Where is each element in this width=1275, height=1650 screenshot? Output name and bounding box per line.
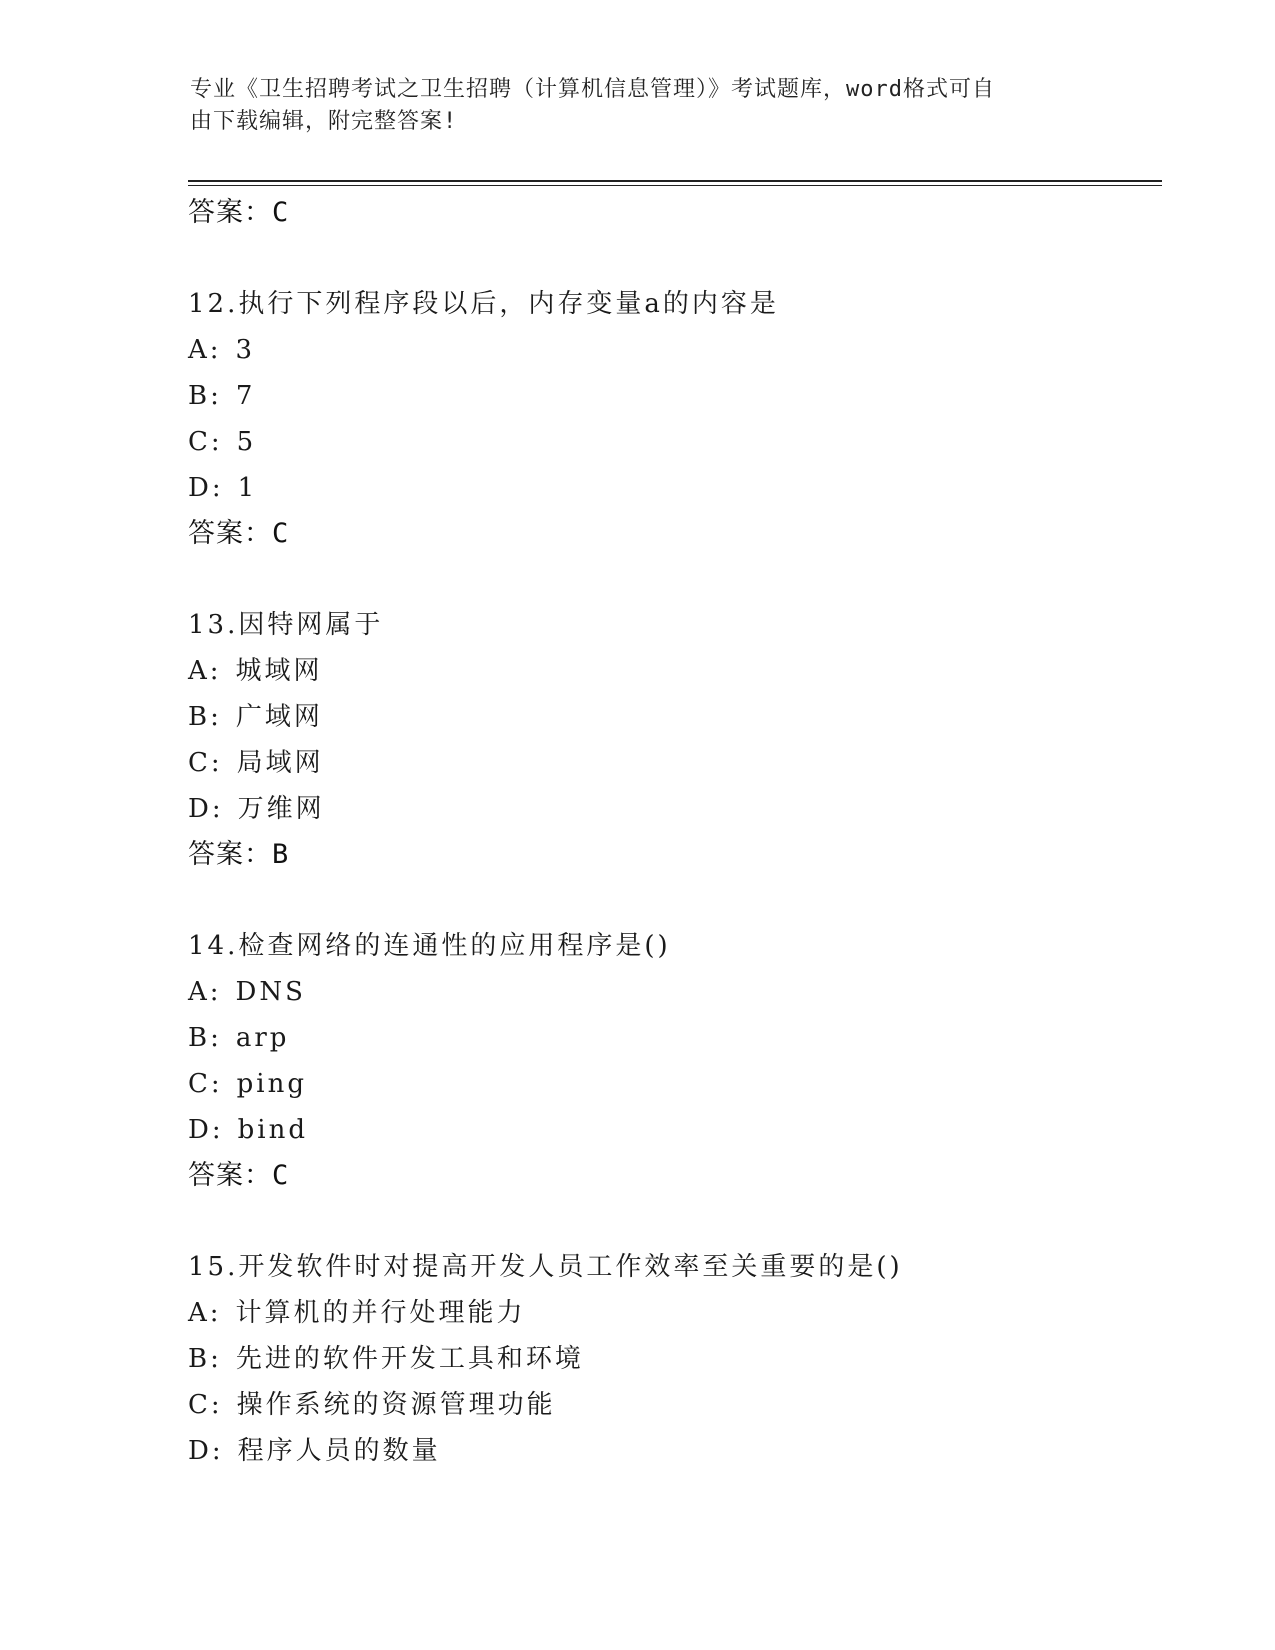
option-c [188,1061,1168,1107]
option-b [188,373,1168,419]
header-line-2: 由下载编辑，附完整答案! [190,109,458,134]
option-value: 3 [235,335,256,365]
option-key: C: [188,748,223,778]
option-d [188,1107,1168,1153]
answer-label: 答案： [188,839,272,870]
option-value: 5 [236,427,257,457]
option-key: C: [188,427,223,457]
option-key: B: [188,381,222,411]
answer-label: 答案： [188,518,272,549]
answer-line [188,511,1168,557]
option-value: 操作系统的资源管理功能 [236,1390,556,1420]
option-key: A: [188,977,222,1007]
option-value: 程序人员的数量 [237,1436,441,1466]
option-b [188,694,1168,740]
answer-value: C [272,197,290,228]
option-key: D: [188,794,224,824]
answer-value: C [272,1160,290,1191]
spacer [188,236,1168,281]
option-d [188,786,1168,832]
answer-value: B [272,839,290,870]
option-c [188,740,1168,786]
answer-value: C [272,518,290,549]
option-value: 先进的软件开发工具和环境 [235,1344,584,1374]
option-value: ping [236,1069,308,1099]
option-value: 局域网 [236,748,324,778]
header-line-1: 专业《卫生招聘考试之卫生招聘（计算机信息管理）》考试题库，word格式可自 [190,77,995,102]
question-text: 12.执行下列程序段以后，内存变量a的内容是 [188,289,779,319]
option-key: C: [188,1390,223,1420]
option-value: 计算机的并行处理能力 [235,1298,526,1328]
question-text: 15.开发软件时对提高开发人员工作效率至关重要的是() [188,1252,903,1282]
option-b [188,1015,1168,1061]
option-c [188,1382,1168,1428]
option-a [188,969,1168,1015]
option-a [188,1290,1168,1336]
answer-label: 答案： [188,1160,272,1191]
question-text: 13.因特网属于 [188,610,384,640]
option-b [188,1336,1168,1382]
answer-label: 答案： [188,197,272,228]
option-key: B: [188,1344,222,1374]
option-value: 广域网 [235,702,323,732]
spacer [188,557,1168,602]
option-key: B: [188,1023,222,1053]
option-key: C: [188,1069,223,1099]
option-key: D: [188,1115,224,1145]
option-value: 7 [235,381,256,411]
spacer [188,878,1168,923]
option-a [188,648,1168,694]
header-divider [188,180,1162,186]
document-header [190,74,1090,138]
option-value: bind [237,1115,308,1145]
option-key: A: [188,1298,222,1328]
option-value: arp [235,1023,290,1053]
answer-line [188,190,1168,236]
option-value: DNS [235,977,306,1007]
question-list [188,190,1168,1474]
option-key: B: [188,702,222,732]
answer-line [188,1153,1168,1199]
spacer [188,1199,1168,1244]
option-key: A: [188,656,222,686]
option-d [188,465,1168,511]
answer-line [188,832,1168,878]
option-value: 1 [237,473,258,503]
question-text: 14.检查网络的连通性的应用程序是() [188,931,671,961]
option-key: D: [188,1436,224,1466]
option-key: D: [188,473,224,503]
option-c [188,419,1168,465]
option-value: 万维网 [237,794,325,824]
option-a [188,327,1168,373]
option-value: 城域网 [235,656,323,686]
option-key: A: [188,335,222,365]
option-d [188,1428,1168,1474]
